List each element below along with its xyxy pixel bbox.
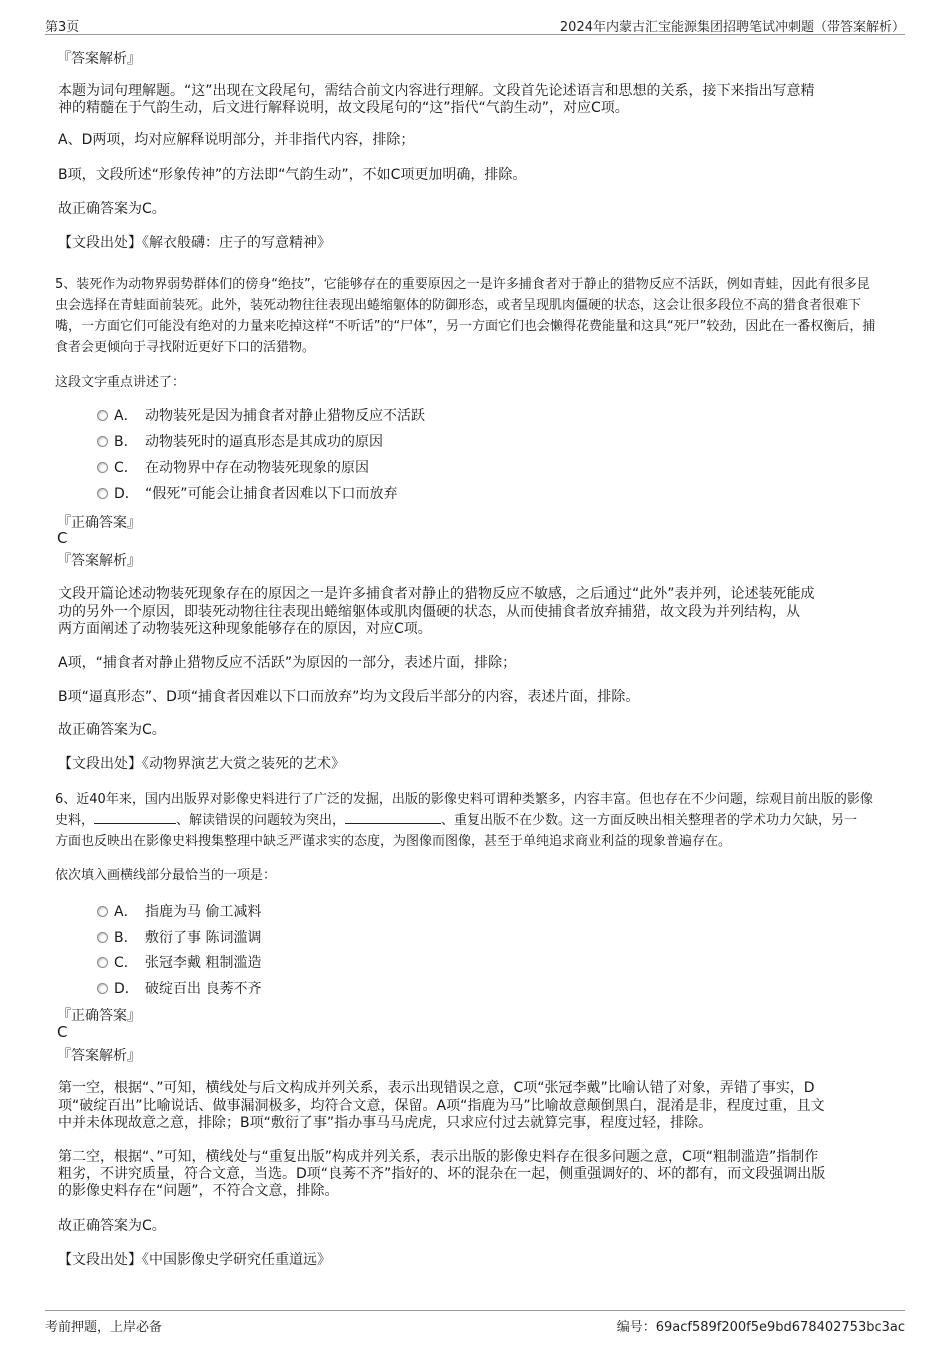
q6-analysis-p1-line-2: 项“破绽百出”比喻说话、做事漏洞极多，均符合文意，保留。A项“指鹿为马”比喻故意颠倒黑白，混淆是非，程度过重，且文 [58, 1098, 825, 1114]
q5-question: 这段文字重点讲述了： [55, 375, 186, 390]
q6-source: 【文段出处】《中国影像史学研究任重道远》 [58, 1252, 331, 1268]
q6-analysis-p3: 故正确答案为C。 [58, 1218, 166, 1234]
q6-stem-line-1: 6、近40年来，国内出版界对影像史料进行了广泛的发掘，出版的影像史料可谓种类繁多，内容丰富。但也存在不少问题，综观目前出版的影像 [55, 792, 873, 807]
q4-analysis-line-1: 本题为词句理解题。“这”出现在文段尾句，需结合前文内容进行理解。文段首先论述语言和思想的关系，接下来指出写意精 [58, 83, 815, 99]
radio-button[interactable] [97, 462, 108, 473]
document-id: 编号：69acf589f200f5e9bd678402753bc3ac [616, 1320, 905, 1335]
q5-analysis-line-1: 文段开篇论述动物装死现象存在的原因之一是许多捕食者对静止的猎物反应不敏感，之后通过“此外”表并列，论述装死能成 [58, 586, 815, 602]
radio-button[interactable] [97, 488, 108, 499]
q6-question: 依次填入画横线部分最恰当的一项是： [55, 868, 277, 883]
q5-stem-line-4: 食者会更倾向于寻找附近更好下口的活猎物。 [55, 340, 316, 355]
radio-button[interactable] [97, 410, 108, 421]
q5-analysis-line-2: 功的另外一个原因，即装死动物往往表现出蜷缩躯体或肌肉僵硬的状态，从而使捕食者放弃捕猎，故文段为并列结构，从 [58, 604, 800, 620]
q6-analysis-label: 『答案解析』 [57, 1048, 141, 1064]
q5-stem-line-1: 5、装死作为动物界弱势群体们的傍身“绝技”，它能够存在的重要原因之一是许多捕食者对于静止的猎物反应不活跃，例如青蛙，因此有很多昆 [55, 277, 870, 292]
radio-button[interactable] [97, 983, 108, 994]
q6-analysis-p2-line-2: 粗劣，不讲究质量，符合文意，当选。D项“良莠不齐”指好的、坏的混杂在一起，侧重强调好的、坏的都有，而文段强调出版 [58, 1166, 826, 1182]
q5-source: 【文段出处】《动物界演艺大赏之装死的艺术》 [58, 756, 345, 772]
q5-analysis-p3: B项“逼真形态”、D项“捕食者因难以下口而放弃”均为文段后半部分的内容，表述片面，排除。 [58, 689, 640, 705]
document-title: 2024年内蒙古汇宝能源集团招聘笔试冲刺题（带答案解析） [559, 20, 905, 35]
radio-button[interactable] [97, 957, 108, 968]
footer-slogan: 考前押题，上岸必备 [45, 1320, 163, 1335]
q4-source: 【文段出处】《解衣般礴：庄子的写意精神》 [58, 235, 331, 251]
q6-analysis-p2-line-1: 第二空，根据“、”可知，横线处与“重复出版”构成并列关系，表示出版的影像史料存在很多问题之意，C项“粗制滥造”指制作 [58, 1149, 819, 1165]
q4-analysis-label: 『答案解析』 [57, 51, 141, 67]
q4-analysis-p4: 故正确答案为C。 [58, 201, 166, 217]
radio-button[interactable] [97, 906, 108, 917]
page-number: 第3页 [45, 20, 80, 35]
radio-button[interactable] [97, 436, 108, 447]
q5-analysis-label: 『答案解析』 [57, 553, 141, 569]
q5-stem-line-3: 嘴，一方面它们可能没有绝对的力量来吃掉这样“不听话”的“尸体”，另一方面它们也会懒得花费能量和这具“死尸”较劲，因此在一番权衡后，捕 [55, 319, 876, 334]
fill-in-blank-1 [94, 811, 176, 824]
q4-analysis-p3: B项，文段所述“形象传神”的方法即“气韵生动”，不如C项更加明确，排除。 [58, 167, 527, 183]
q5-analysis-p2: A项，“捕食者对静止猎物反应不活跃”为原因的一部分，表述片面，排除； [58, 655, 517, 671]
q5-correct-answer: C [57, 529, 68, 547]
q4-analysis-p2: A、D两项，均对应解释说明部分，并非指代内容，排除； [58, 132, 415, 148]
page-header [45, 12, 905, 35]
q6-analysis-p2-line-3: 的影像史料存在“问题”，不符合文意，排除。 [58, 1183, 339, 1199]
q5-stem-line-2: 虫会选择在青蛙面前装死。此外，装死动物往往表现出蜷缩躯体的防御形态，或者呈现肌肉僵硬的状态，这会让很多段位不高的猎食者很难下 [55, 298, 862, 313]
q6-analysis-p1-line-1: 第一空，根据“、”可知，横线处与后文构成并列关系，表示出现错误之意，C项“张冠李戴”比喻认错了对象，弄错了事实，D [58, 1080, 815, 1096]
q5-correct-label: 『正确答案』 [57, 515, 141, 531]
q5-analysis-line-3: 两方面阐述了动物装死这种现象能够存在的原因，对应C项。 [58, 621, 432, 637]
q4-analysis-line-2: 神的精髓在于气韵生动，后文进行解释说明，故文段尾句的“这”指代“气韵生动”，对应C项。 [58, 100, 629, 116]
page-footer [45, 1310, 905, 1333]
q6-stem-line-2: 史料， 、解读错误的问题较为突出， 、重复出版不在少数。这一方面反映出相关整理者的学术功力欠缺，另一 [55, 813, 858, 828]
fill-in-blank-2 [345, 811, 441, 824]
q6-analysis-p1-line-3: 中并未体现故意之意，排除；B项“敷衍了事”指办事马马虎虎，只求应付过去就算完事，程度过轻，排除。 [58, 1115, 713, 1131]
q5-analysis-p4: 故正确答案为C。 [58, 722, 166, 738]
q6-correct-answer: C [57, 1023, 68, 1041]
q6-correct-label: 『正确答案』 [57, 1008, 141, 1024]
radio-button[interactable] [97, 932, 108, 943]
q6-stem-line-3: 方面也反映出在影像史料搜集整理中缺乏严谨求实的态度，为图像而图像，甚至于单纯追求商业利益的现象普遍存在。 [55, 834, 732, 849]
